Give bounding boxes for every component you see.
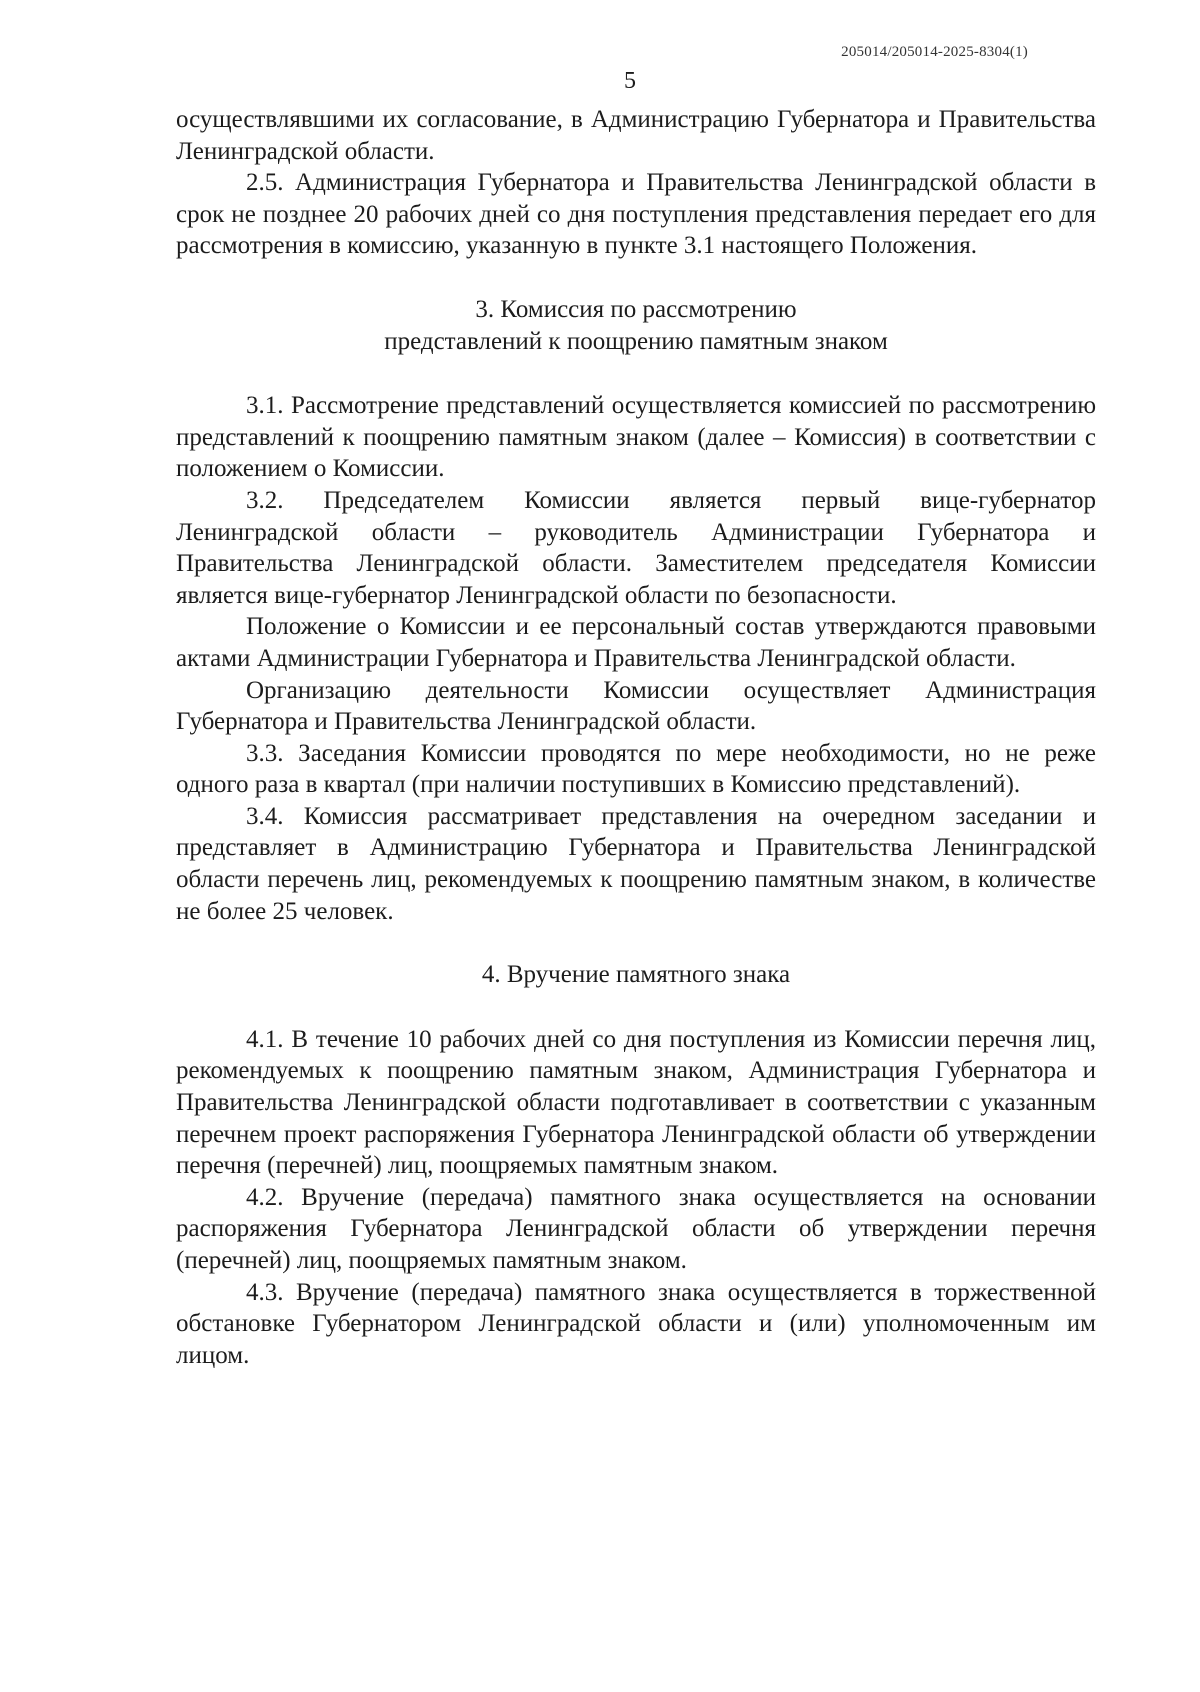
section-3-heading-line-1: 3. Комиссия по рассмотрению xyxy=(475,295,797,323)
section-4-heading-line: 4. Вручение памятного знака xyxy=(481,961,791,989)
paragraph-3-3: 3.3. Заседания Комиссии проводятся по мере необходимости, но не реже одного раза в квартал (при наличии поступивших в Комиссию представлений). xyxy=(176,739,1096,799)
paragraph-3-4: 3.4. Комиссия рассматривает представления на очередном заседании и представляет в Администрацию Губернатора и Правительства Ленинградской области перечень лиц, рекомендуемых к поощрению памятным знаком, в количестве не более 25 человек. xyxy=(176,802,1096,925)
paragraph-3-2: 3.2. Председателем Комиссии является первый вице-губернатор Ленинградской области – руководитель Администрации Губернатора и Правительства Ленинградской области. Заместителем председателя Комиссии является вице-губернатор Ленинградской области по безопасности. xyxy=(176,486,1096,609)
section-3-heading xyxy=(176,294,1096,357)
paragraph-continuation: осуществлявшими их согласование, в Администрацию Губернатора и Правительства Ленинградской области. xyxy=(176,106,1096,165)
paragraph-4-2: 4.2. Вручение (передача) памятного знака осуществляется на основании распоряжения Губернатора Ленинградской области об утверждении перечня (перечней) лиц, поощряемых памятным знаком. xyxy=(176,1183,1096,1274)
paragraph-2-5: 2.5. Администрация Губернатора и Правительства Ленинградской области в срок не позднее 20 рабочих дней со дня поступления представления передает его для рассмотрения в комиссию, указанную в пункте 3.1 настоящего Положения. xyxy=(176,169,1096,260)
paragraph-4-1: 4.1. В течение 10 рабочих дней со дня поступления из Комиссии перечня лиц, рекомендуемых к поощрению памятным знаком, Администрация Губернатора и Правительства Ленинградской области подготавливает в соответствии с указанным перечнем проект распоряжения Губернатора Ленинградской области об утверждении перечня (перечней) лиц, поощряемых памятным знаком. xyxy=(176,1025,1096,1180)
document-body xyxy=(176,104,1096,1371)
paragraph-3-1: 3.1. Рассмотрение представлений осуществляется комиссией по рассмотрению представлений к поощрению памятным знаком (далее – Комиссия) в соответствии с положением о Комиссии. xyxy=(176,392,1096,483)
paragraph-3-2-organization: Организацию деятельности Комиссии осуществляет Администрация Губернатора и Правительства Ленинградской области. xyxy=(176,676,1096,736)
section-4-heading xyxy=(176,959,1096,991)
section-3-heading-line-2: представлений к поощрению памятным знаком xyxy=(384,327,888,355)
page-number: 5 xyxy=(624,68,636,94)
document-id: 205014/205014-2025-8304(1) xyxy=(841,44,1028,60)
paragraph-3-2-regulation: Положение о Комиссии и ее персональный состав утверждаются правовыми актами Администрации Губернатора и Правительства Ленинградской области. xyxy=(176,613,1096,672)
paragraph-4-3: 4.3. Вручение (передача) памятного знака осуществляется в торжественной обстановке Губернатором Ленинградской области и (или) уполномоченным им лицом. xyxy=(176,1278,1096,1369)
